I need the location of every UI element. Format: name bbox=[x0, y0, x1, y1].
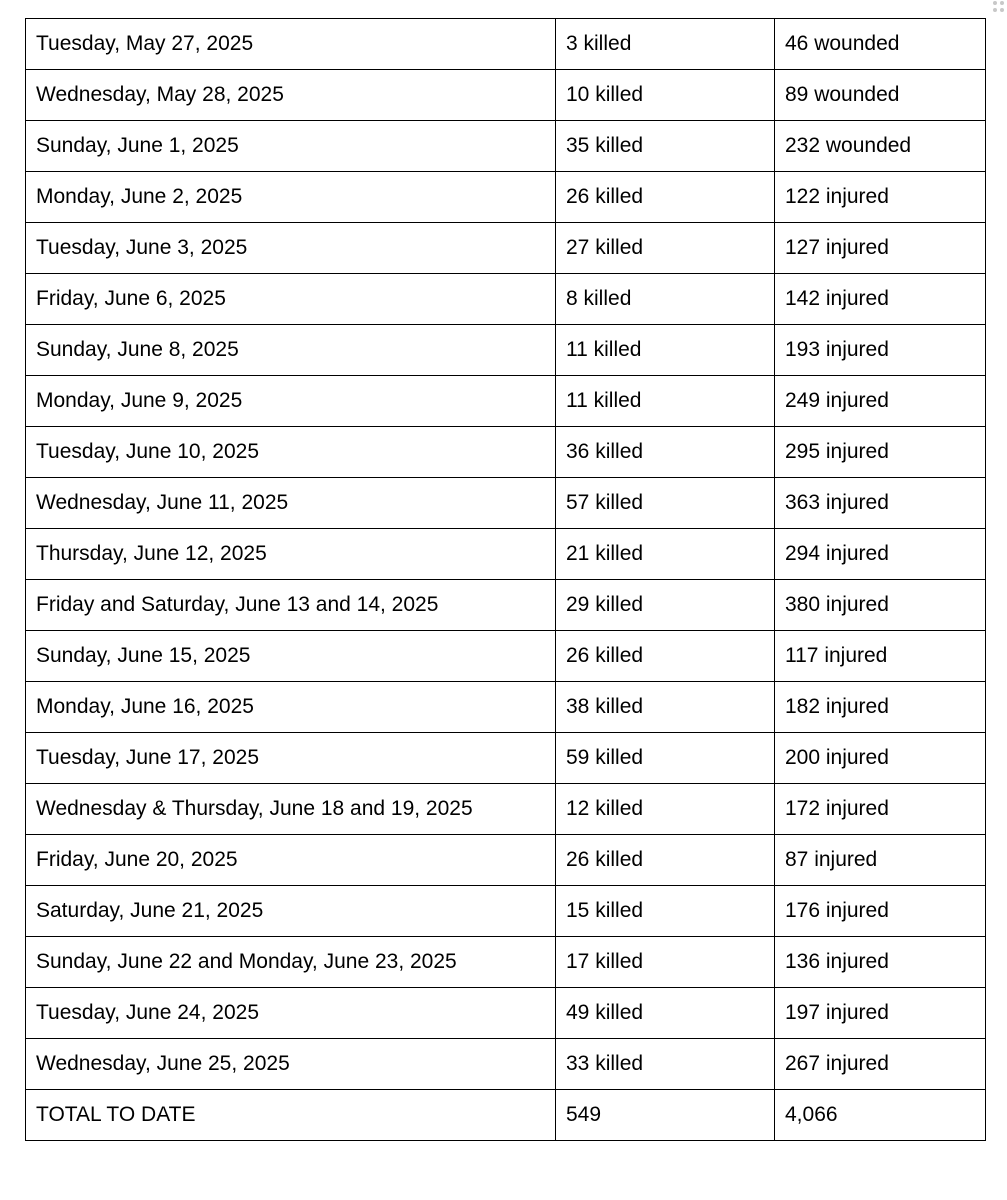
injured-cell: 182 injured bbox=[775, 682, 986, 733]
injured-cell: 197 injured bbox=[775, 988, 986, 1039]
total-row bbox=[26, 1090, 986, 1141]
total-killed: 549 bbox=[556, 1090, 775, 1141]
injured-cell: 295 injured bbox=[775, 427, 986, 478]
killed-cell: 17 killed bbox=[556, 937, 775, 988]
injured-cell: 294 injured bbox=[775, 529, 986, 580]
injured-cell: 200 injured bbox=[775, 733, 986, 784]
date-cell: Sunday, June 22 and Monday, June 23, 2025 bbox=[26, 937, 556, 988]
date-cell: Tuesday, June 10, 2025 bbox=[26, 427, 556, 478]
killed-cell: 10 killed bbox=[556, 70, 775, 121]
killed-cell: 49 killed bbox=[556, 988, 775, 1039]
table-row bbox=[26, 529, 986, 580]
killed-cell: 33 killed bbox=[556, 1039, 775, 1090]
date-cell: Sunday, June 8, 2025 bbox=[26, 325, 556, 376]
killed-cell: 57 killed bbox=[556, 478, 775, 529]
table-row bbox=[26, 121, 986, 172]
injured-cell: 89 wounded bbox=[775, 70, 986, 121]
date-cell: Tuesday, June 24, 2025 bbox=[26, 988, 556, 1039]
date-cell: Sunday, June 1, 2025 bbox=[26, 121, 556, 172]
killed-cell: 38 killed bbox=[556, 682, 775, 733]
date-cell: Tuesday, May 27, 2025 bbox=[26, 19, 556, 70]
table-row bbox=[26, 223, 986, 274]
killed-cell: 26 killed bbox=[556, 631, 775, 682]
table-row bbox=[26, 1039, 986, 1090]
killed-cell: 8 killed bbox=[556, 274, 775, 325]
date-cell: Monday, June 9, 2025 bbox=[26, 376, 556, 427]
table-row bbox=[26, 274, 986, 325]
killed-cell: 11 killed bbox=[556, 376, 775, 427]
killed-cell: 26 killed bbox=[556, 835, 775, 886]
injured-cell: 127 injured bbox=[775, 223, 986, 274]
table-row bbox=[26, 682, 986, 733]
table-row bbox=[26, 580, 986, 631]
injured-cell: 176 injured bbox=[775, 886, 986, 937]
injured-cell: 46 wounded bbox=[775, 19, 986, 70]
killed-cell: 59 killed bbox=[556, 733, 775, 784]
injured-cell: 136 injured bbox=[775, 937, 986, 988]
injured-cell: 142 injured bbox=[775, 274, 986, 325]
injured-cell: 232 wounded bbox=[775, 121, 986, 172]
killed-cell: 35 killed bbox=[556, 121, 775, 172]
injured-cell: 117 injured bbox=[775, 631, 986, 682]
killed-cell: 21 killed bbox=[556, 529, 775, 580]
table-row bbox=[26, 733, 986, 784]
date-cell: Tuesday, June 17, 2025 bbox=[26, 733, 556, 784]
injured-cell: 193 injured bbox=[775, 325, 986, 376]
injured-cell: 249 injured bbox=[775, 376, 986, 427]
injured-cell: 363 injured bbox=[775, 478, 986, 529]
table-row bbox=[26, 631, 986, 682]
table-body bbox=[26, 19, 986, 1141]
injured-cell: 267 injured bbox=[775, 1039, 986, 1090]
date-cell: Sunday, June 15, 2025 bbox=[26, 631, 556, 682]
date-cell: Friday, June 6, 2025 bbox=[26, 274, 556, 325]
table-row bbox=[26, 325, 986, 376]
date-cell: Wednesday, May 28, 2025 bbox=[26, 70, 556, 121]
killed-cell: 36 killed bbox=[556, 427, 775, 478]
killed-cell: 12 killed bbox=[556, 784, 775, 835]
killed-cell: 27 killed bbox=[556, 223, 775, 274]
killed-cell: 15 killed bbox=[556, 886, 775, 937]
injured-cell: 122 injured bbox=[775, 172, 986, 223]
injured-cell: 87 injured bbox=[775, 835, 986, 886]
table-row bbox=[26, 376, 986, 427]
table-row bbox=[26, 937, 986, 988]
injured-cell: 380 injured bbox=[775, 580, 986, 631]
date-cell: Wednesday & Thursday, June 18 and 19, 2025 bbox=[26, 784, 556, 835]
date-cell: Wednesday, June 11, 2025 bbox=[26, 478, 556, 529]
killed-cell: 29 killed bbox=[556, 580, 775, 631]
date-cell: Monday, June 16, 2025 bbox=[26, 682, 556, 733]
date-cell: Thursday, June 12, 2025 bbox=[26, 529, 556, 580]
table-row bbox=[26, 478, 986, 529]
total-injured: 4,066 bbox=[775, 1090, 986, 1141]
drag-handle-icon[interactable] bbox=[993, 1, 1005, 15]
date-cell: Tuesday, June 3, 2025 bbox=[26, 223, 556, 274]
table-row bbox=[26, 988, 986, 1039]
date-cell: Friday and Saturday, June 13 and 14, 2025 bbox=[26, 580, 556, 631]
date-cell: Saturday, June 21, 2025 bbox=[26, 886, 556, 937]
table-row bbox=[26, 835, 986, 886]
table-row bbox=[26, 70, 986, 121]
killed-cell: 11 killed bbox=[556, 325, 775, 376]
killed-cell: 26 killed bbox=[556, 172, 775, 223]
table-row bbox=[26, 784, 986, 835]
date-cell: Monday, June 2, 2025 bbox=[26, 172, 556, 223]
table-row bbox=[26, 172, 986, 223]
casualty-table bbox=[25, 18, 986, 1141]
date-cell: Friday, June 20, 2025 bbox=[26, 835, 556, 886]
killed-cell: 3 killed bbox=[556, 19, 775, 70]
table-row bbox=[26, 886, 986, 937]
date-cell: Wednesday, June 25, 2025 bbox=[26, 1039, 556, 1090]
total-label: TOTAL TO DATE bbox=[26, 1090, 556, 1141]
injured-cell: 172 injured bbox=[775, 784, 986, 835]
table-row bbox=[26, 19, 986, 70]
table-row bbox=[26, 427, 986, 478]
